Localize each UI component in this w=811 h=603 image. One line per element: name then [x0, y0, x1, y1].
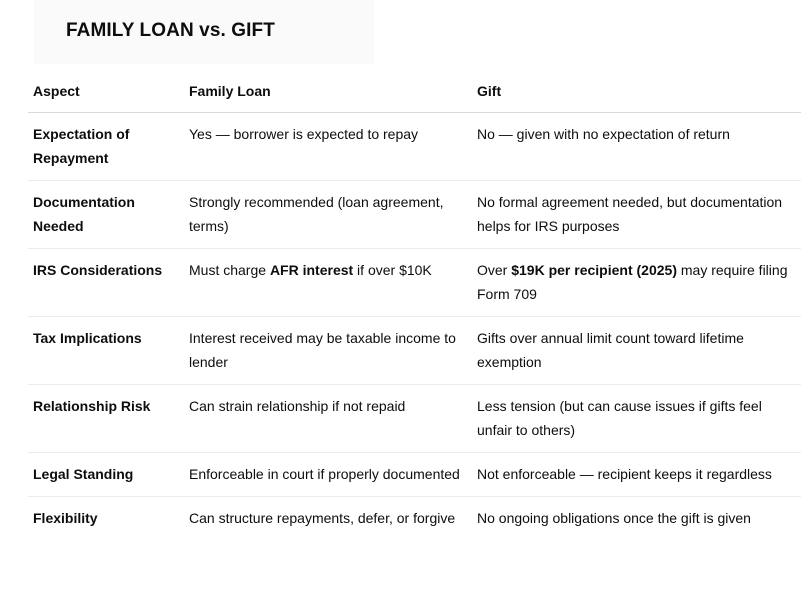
gift-cell: No — given with no expectation of return: [472, 113, 801, 181]
family-loan-cell: Enforceable in court if properly documented: [184, 453, 472, 497]
family-loan-cell: Yes — borrower is expected to repay: [184, 113, 472, 181]
column-header-aspect: Aspect: [28, 70, 184, 113]
family-loan-cell: [184, 249, 472, 317]
gift-limit-emphasis: $19K per recipient (2025): [511, 262, 677, 278]
family-loan-cell: Can structure repayments, defer, or forgive: [189, 510, 456, 526]
family-loan-cell: Can strain relationship if not repaid: [184, 385, 472, 453]
comparison-table: [28, 70, 801, 540]
column-header-family-loan: Family Loan: [184, 70, 472, 113]
gift-cell: Gifts over annual limit count toward lifetime exemption: [472, 317, 801, 385]
afr-interest-emphasis: AFR interest: [269, 262, 354, 278]
page-title: FAMILY LOAN vs. GIFT: [66, 20, 275, 41]
gift-cell: No ongoing obligations once the gift is given: [477, 510, 751, 526]
table-row: [28, 113, 801, 181]
table-row: [28, 181, 801, 249]
aspect-cell: Tax Implications: [28, 317, 184, 385]
table-row: [28, 249, 801, 317]
table-row: [28, 497, 801, 541]
table-row: [28, 385, 801, 453]
aspect-cell: Legal Standing: [28, 453, 184, 497]
aspect-cell: Documentation Needed: [28, 181, 184, 249]
aspect-cell: IRS Considerations: [28, 249, 184, 317]
loan-text-post: if over $10K: [353, 262, 432, 278]
gift-text-pre: Over: [477, 262, 512, 278]
aspect-cell: Expectation of Repayment: [28, 113, 184, 181]
gift-cell: Less tension (but can cause issues if gifts feel unfair to others): [472, 385, 801, 453]
gift-cell: [472, 249, 801, 317]
family-loan-cell: Strongly recommended (loan agreement, terms): [184, 181, 472, 249]
column-header-gift: Gift: [472, 70, 801, 113]
table-row: [28, 453, 801, 497]
table-header-row: [28, 70, 801, 113]
loan-text-pre: Must charge: [189, 262, 270, 278]
gift-cell: Not enforceable — recipient keeps it regardless: [472, 453, 801, 497]
gift-text-post: may require filing Form 709: [477, 262, 788, 302]
table-row: [28, 317, 801, 385]
aspect-cell: Relationship Risk: [28, 385, 184, 453]
aspect-cell: Flexibility: [33, 510, 98, 526]
gift-cell: No formal agreement needed, but documentation helps for IRS purposes: [472, 181, 801, 249]
family-loan-cell: Interest received may be taxable income to lender: [184, 317, 472, 385]
